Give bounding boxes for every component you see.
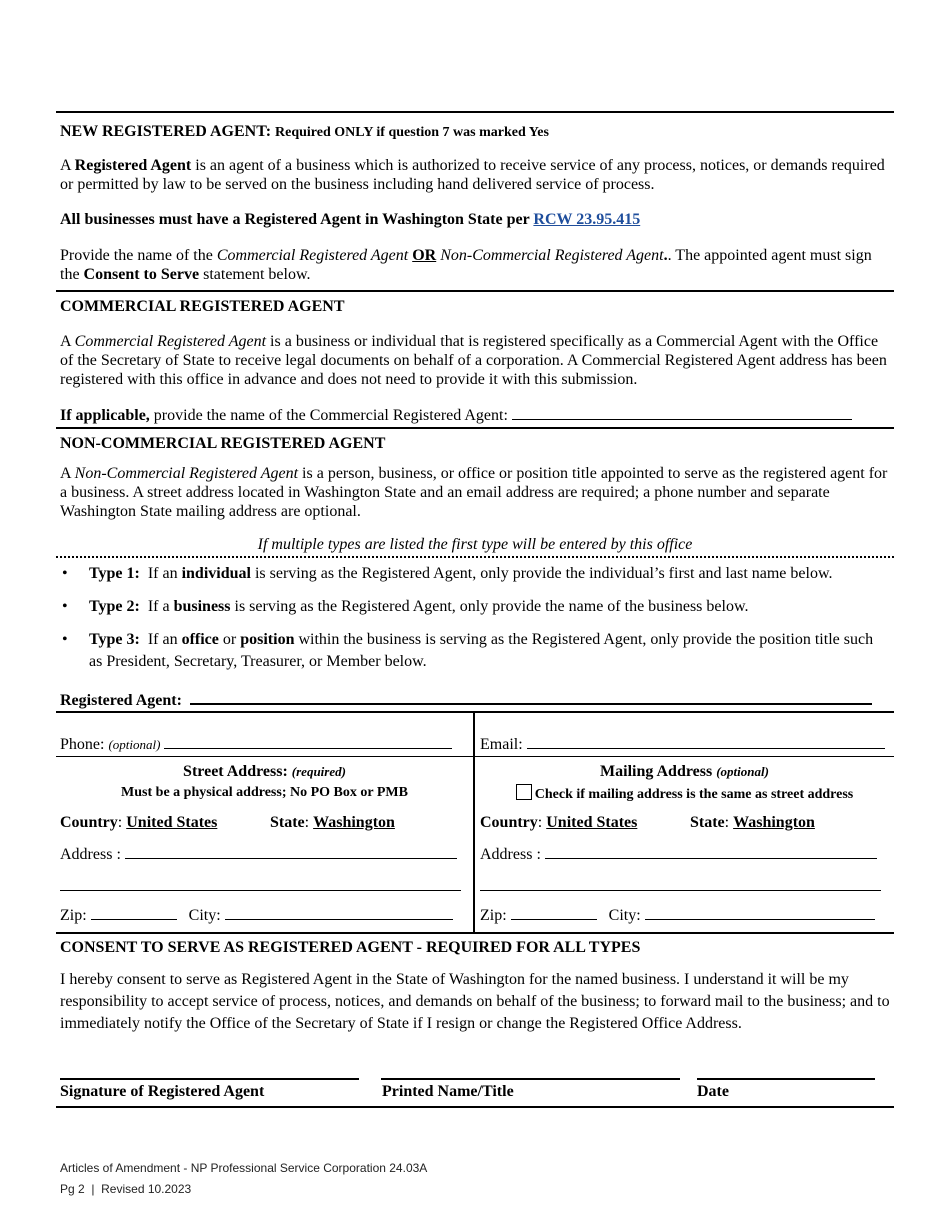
footer-page-info: Pg 2 | Revised 10.2023 xyxy=(60,1182,192,1196)
consent-text: I hereby consent to serve as Registered Agent in the State of Washington for the named business. I understand it will be my responsibility to accept service of process, notices, and demands on behalf of the business; to forward mail to the business; and to immediately notify the Office of the Secretary of State if I resign or change the Registered Office Address. xyxy=(60,971,890,1032)
same-address-checkbox[interactable] xyxy=(516,784,532,800)
signature-line[interactable] xyxy=(60,1078,359,1080)
printed-name-label: Printed Name/Title xyxy=(382,1083,514,1100)
mailing-country: Country: United States xyxy=(480,814,638,831)
section-rule-noncommercial xyxy=(56,427,894,429)
rcw-link[interactable]: RCW 23.95.415 xyxy=(533,211,641,228)
dotted-divider xyxy=(56,556,894,558)
street-city-field[interactable] xyxy=(225,905,453,920)
street-address-row: Address : xyxy=(60,844,457,864)
commercial-agent-name-row: If applicable, provide the name of the Commercial Registered Agent: xyxy=(60,405,890,425)
street-state: State: Washington xyxy=(270,814,395,831)
bullet-icon: • xyxy=(62,598,68,615)
type-3-item: • Type 3: If an office or position within the business is serving as the Registered Agent, only provide the position title such as President, Secretary, Treasurer, or Member below. xyxy=(62,631,874,670)
printed-name-line[interactable] xyxy=(381,1078,680,1080)
street-zip-city-row: Zip: City: xyxy=(60,905,453,925)
noncommercial-definition: A Non-Commercial Registered Agent is a person, business, or office or position title appointed to serve as the registered agent for a business. A street address located in Washington State and an email address are required; a phone number and separate Washington State mailing address are optional. xyxy=(60,465,888,520)
table-top-rule xyxy=(56,711,894,713)
mailing-state: State: Washington xyxy=(690,814,815,831)
mailing-zip-field[interactable] xyxy=(511,905,597,920)
new-agent-title: NEW REGISTERED AGENT: xyxy=(60,123,272,140)
registered-agent-field[interactable] xyxy=(190,689,872,705)
rcw-requirement: All businesses must have a Registered Agent in Washington State per RCW 23.95.415 xyxy=(60,211,641,228)
consent-rule xyxy=(56,932,894,934)
commercial-heading: COMMERCIAL REGISTERED AGENT xyxy=(60,298,345,315)
date-label: Date xyxy=(697,1083,729,1100)
street-country: Country: United States xyxy=(60,814,218,831)
top-rule xyxy=(56,111,894,113)
mailing-address-row: Address : xyxy=(480,844,877,864)
email-row: Email: xyxy=(480,734,885,754)
registered-agent-definition: A Registered Agent is an agent of a business which is authorized to receive service of any process, notices, or demands required or permitted by law to be served on the business including hand delivered service of process. xyxy=(60,157,885,193)
mailing-address-line-2[interactable] xyxy=(480,890,881,891)
mailing-zip-city-row: Zip: City: xyxy=(480,905,875,925)
mailing-address-field[interactable] xyxy=(545,844,877,859)
column-divider xyxy=(473,713,475,933)
street-state-value: Washington xyxy=(313,814,395,831)
mailing-state-value: Washington xyxy=(733,814,815,831)
section-rule-commercial xyxy=(56,290,894,292)
date-line[interactable] xyxy=(697,1078,875,1080)
street-country-value: United States xyxy=(126,814,218,831)
new-agent-heading xyxy=(60,122,890,142)
commercial-definition: A Commercial Registered Agent is a business or individual that is registered specifically as a Commercial Agent with the Office of the Secretary of State to receive legal documents on behalf of a corporation. A Commercial Registered Agent address has been registered with this office in advance and does not need to provide it with this submission. xyxy=(60,333,887,388)
commercial-agent-name-field[interactable] xyxy=(512,405,852,420)
agent-types-list xyxy=(60,563,890,673)
email-field[interactable] xyxy=(527,734,885,749)
mailing-city-field[interactable] xyxy=(645,905,875,920)
mailing-same-as-street: Check if mailing address is the same as street address xyxy=(475,784,894,803)
consent-heading: CONSENT TO SERVE AS REGISTERED AGENT - REQUIRED FOR ALL TYPES xyxy=(60,939,641,956)
bullet-icon: • xyxy=(62,631,68,648)
bullet-icon: • xyxy=(62,565,68,582)
phone-field[interactable] xyxy=(164,734,452,749)
noncommercial-heading: NON-COMMERCIAL REGISTERED AGENT xyxy=(60,435,386,452)
bottom-rule xyxy=(56,1106,894,1108)
footer-title: Articles of Amendment - NP Professional Service Corporation 24.03A xyxy=(60,1161,428,1175)
street-address-field[interactable] xyxy=(125,844,457,859)
registered-agent-row: Registered Agent: xyxy=(60,689,890,710)
street-address-subtitle: Must be a physical address; No PO Box or PMB xyxy=(121,785,408,800)
type-2-item: • Type 2: If a business is serving as the Registered Agent, only provide the name of the business below. xyxy=(60,596,890,618)
phone-row: Phone: (optional) xyxy=(60,734,452,754)
street-address-title: Street Address: (required) xyxy=(183,763,346,780)
mailing-country-value: United States xyxy=(546,814,638,831)
new-agent-note: Required ONLY if question 7 was marked Yes xyxy=(275,125,549,140)
street-zip-field[interactable] xyxy=(91,905,177,920)
mailing-address-title: Mailing Address (optional) xyxy=(600,763,769,780)
provide-name-instructions: Provide the name of the Commercial Registered Agent OR Non-Commercial Registered Agent.. The appointed agent must sign the Consent to Serve statement below. xyxy=(60,247,872,283)
contact-rule xyxy=(56,756,894,757)
signature-label: Signature of Registered Agent xyxy=(60,1083,265,1100)
multiple-types-note: If multiple types are listed the first type will be entered by this office xyxy=(257,536,693,553)
street-address-line-2[interactable] xyxy=(60,890,461,891)
type-1-item: • Type 1: If an individual is serving as the Registered Agent, only provide the individual’s first and last name below. xyxy=(60,563,890,585)
